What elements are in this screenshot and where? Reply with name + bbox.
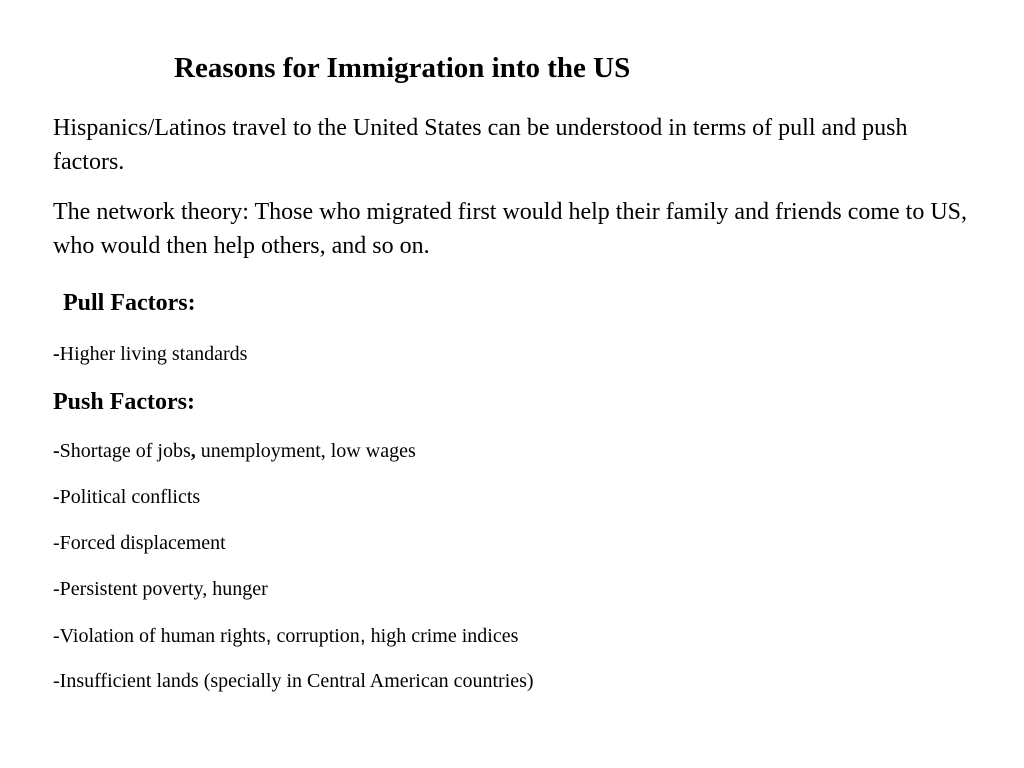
push-factor-item xyxy=(53,670,534,693)
push-factor-text-cont: high crime indices xyxy=(365,625,519,647)
push-factor-item xyxy=(53,440,416,463)
push-factors-heading: Push Factors: xyxy=(53,389,195,415)
push-factor-text: -Insufficient lands (specially in Central American countries) xyxy=(53,670,534,692)
push-factor-text: -Persistent poverty, hunger xyxy=(53,578,268,600)
bullet-dash: - xyxy=(53,486,60,508)
push-factor-text: -Forced displacement xyxy=(53,532,226,554)
push-factor-comma: , xyxy=(265,624,272,647)
push-factor-text-cont: corruption xyxy=(271,625,360,647)
push-factor-comma: , xyxy=(359,624,366,647)
slide-title: Reasons for Immigration into the US xyxy=(174,52,631,84)
network-theory-paragraph: The network theory: Those who migrated first would help their family and friends come to US, who would then help others, and so on. xyxy=(53,199,968,259)
push-factor-item xyxy=(53,578,268,601)
push-factor-text: -Violation of human rights xyxy=(53,625,266,647)
push-factor-item xyxy=(53,486,200,509)
push-factor-item xyxy=(53,532,226,555)
pull-factors-heading: Pull Factors: xyxy=(63,290,196,316)
intro-paragraph: Hispanics/Latinos travel to the United States can be understood in terms of pull and push factors. xyxy=(53,115,908,175)
pull-factor-item xyxy=(53,343,247,366)
push-factor-comma: , xyxy=(190,440,196,462)
push-factor-text: Shortage of jobs xyxy=(59,440,191,462)
push-factor-text: Political conflicts xyxy=(59,486,201,508)
bullet-dash: - xyxy=(53,343,60,365)
push-factor-text-cont: unemployment, low wages xyxy=(195,440,416,462)
push-factor-item xyxy=(53,624,518,648)
bullet-dash: - xyxy=(53,440,60,462)
pull-factor-text: Higher living standards xyxy=(59,343,248,365)
